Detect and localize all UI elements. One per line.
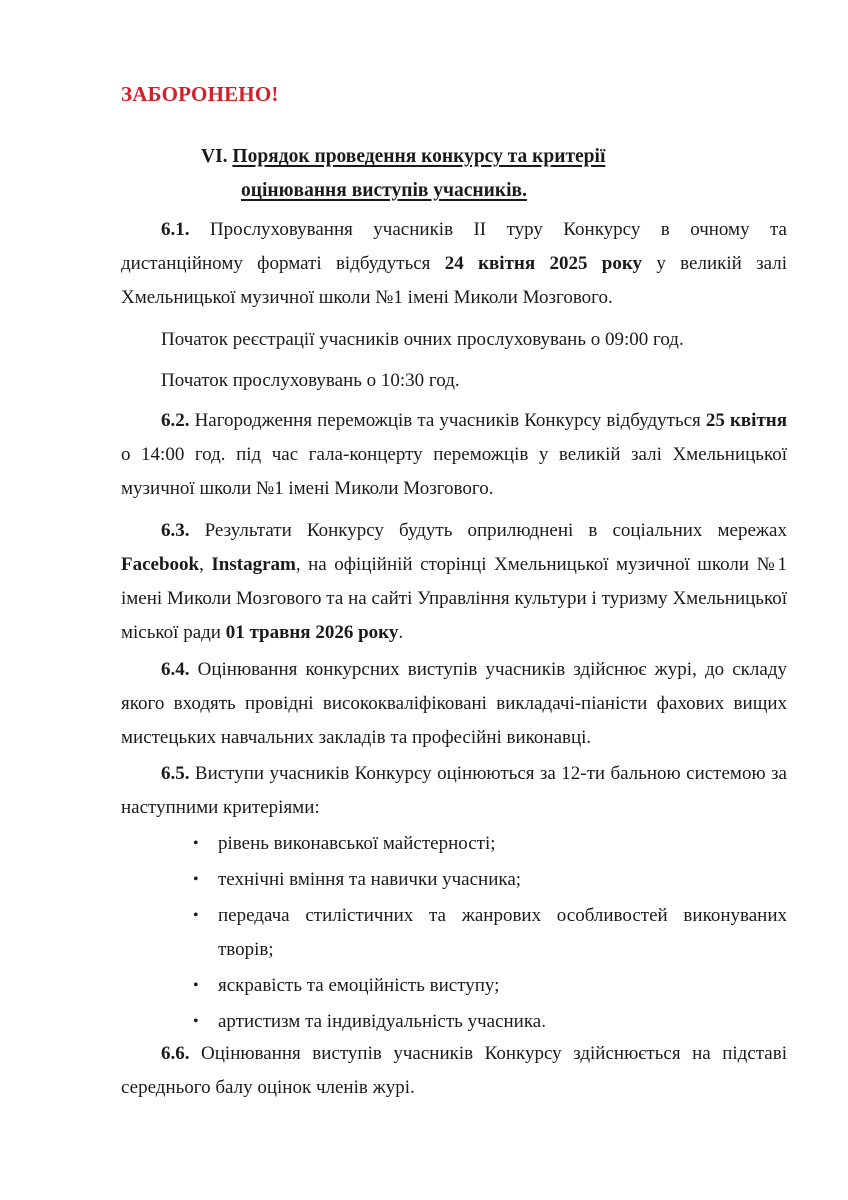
criteria-item — [121, 863, 787, 897]
paragraph-6-4 — [121, 653, 787, 755]
paragraph-text: о 14:00 год. під час гала-концерту переможців у великій залі Хмельницької музичної школи №1 імені Миколи Мозгового. — [121, 444, 787, 499]
bullet-icon: • — [193, 871, 199, 888]
bullet-icon: • — [193, 907, 199, 924]
section-number: VI. — [201, 146, 228, 167]
paragraph-text: у великій залі Хмельницької музичної школи №1 імені Миколи Мозгового. — [121, 253, 787, 308]
section-title-line2 — [241, 180, 527, 202]
criteria-item — [121, 827, 787, 861]
bullet-icon: • — [193, 977, 199, 994]
paragraph-number: 6.5. — [161, 763, 190, 784]
paragraph-text: , на офіційній сторінці Хмельницької музичної школи №1 імені Миколи Мозгового та на сайті Управління культури і туризму Хмельницької міської ради — [121, 554, 787, 643]
paragraph-6-5 — [121, 757, 787, 825]
paragraph-text: Прослуховування учасників ІІ туру Конкурсу в очному та дистанційному форматі відбудуться — [121, 219, 787, 274]
date-bold: 25 квітня — [705, 410, 787, 431]
bullet-icon: • — [193, 835, 199, 852]
paragraph-6-3 — [121, 514, 787, 650]
warning-heading: ЗАБОРОНЕНО! — [121, 82, 279, 106]
bullet-icon: • — [193, 1013, 199, 1030]
criteria-item — [121, 969, 787, 1003]
paragraph-6-1 — [121, 213, 787, 315]
criteria-text: рівень виконавської майстерності; — [218, 833, 496, 854]
date-bold: 01 травня 2026 року — [225, 622, 399, 643]
paragraph-6-2 — [121, 404, 787, 506]
paragraph-number: 6.2. — [161, 410, 190, 431]
paragraph-end: . — [398, 622, 404, 643]
criteria-text: яскравість та емоційність виступу; — [218, 975, 500, 996]
section-title-text-1: Порядок проведення конкурсу та критерії — [232, 146, 606, 167]
criteria-text: передача стилістичних та жанрових особливостей виконуваних творів; — [218, 905, 787, 960]
criteria-list — [121, 827, 787, 1039]
instagram-bold: Instagram — [211, 554, 296, 575]
facebook-bold: Facebook — [121, 554, 200, 575]
paragraph-number: 6.3. — [161, 520, 190, 541]
auditions-start-time: Початок прослуховувань о 10:30 год. — [161, 370, 460, 391]
paragraph-number: 6.6. — [161, 1043, 190, 1064]
criteria-item — [121, 1005, 787, 1039]
criteria-text: артистизм та індивідуальність учасника. — [218, 1011, 546, 1032]
paragraph-number: 6.1. — [161, 219, 190, 240]
criteria-item — [121, 899, 787, 967]
paragraph-text: Нагородження переможців та учасників Конкурсу відбудуться — [189, 410, 706, 431]
paragraph-6-6 — [121, 1037, 787, 1105]
registration-time: Початок реєстрації учасників очних прослуховувань о 09:00 год. — [161, 329, 684, 350]
paragraph-text: Оцінювання виступів учасників Конкурсу здійснюється на підставі середнього балу оцінок членів журі. — [121, 1043, 787, 1098]
paragraph-text: Виступи учасників Конкурсу оцінюються за 12-ти бальною системою за наступними критеріями: — [121, 763, 787, 818]
paragraph-number: 6.4. — [161, 659, 190, 680]
section-title-line1 — [201, 146, 605, 168]
paragraph-text: Оцінювання конкурсних виступів учасників здійснює журі, до складу якого входять провідні висококваліфіковані викладачі-піаністи фахових вищих мистецьких навчальних закладів та професійні виконавці. — [121, 659, 787, 748]
criteria-text: технічні вміння та навички учасника; — [218, 869, 522, 890]
section-title-text-2: оцінювання виступів учасників. — [241, 180, 527, 201]
date-bold: 24 квітня 2025 року — [444, 253, 643, 274]
separator: , — [199, 554, 212, 575]
paragraph-text: Результати Конкурсу будуть оприлюднені в соціальних мережах — [189, 520, 787, 541]
